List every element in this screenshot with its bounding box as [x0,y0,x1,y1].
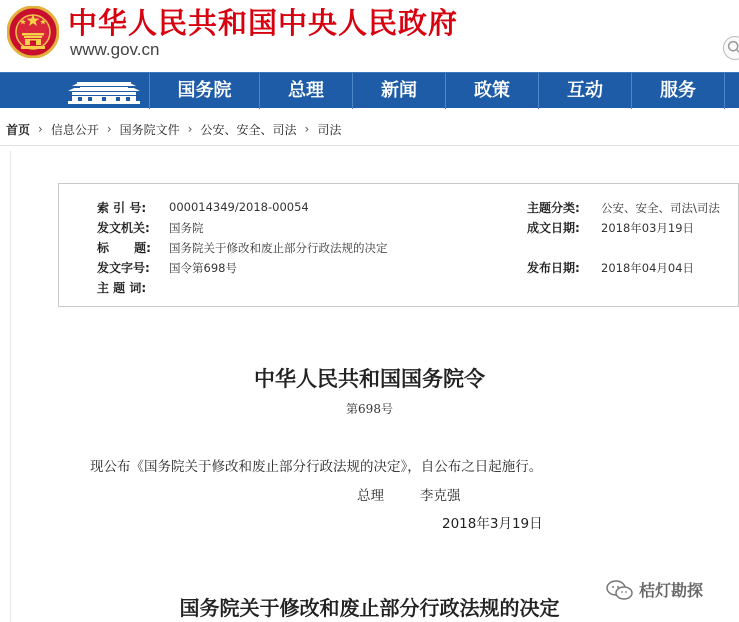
site-header [0,0,739,72]
meta-index-label: 索 引 号: [97,201,147,215]
breadcrumb-home[interactable]: 首页 [6,122,31,137]
nav-item-guowuyuan[interactable]: 国务院 [150,73,260,109]
meta-docno-value: 国令第698号 [169,261,237,275]
breadcrumb [6,116,341,142]
signature-name: 李克强 [420,488,461,504]
tiananmen-icon [58,73,150,109]
signature-role: 总理 [357,488,384,504]
document-body: 现公布《国务院关于修改和废止部分行政法规的决定》，自公布之日起施行。 [90,459,543,475]
search-icon[interactable] [723,36,739,60]
breadcrumb-judicial[interactable]: 司法 [317,122,342,137]
site-url[interactable]: www.gov.cn [70,40,160,59]
document-title: 中华人民共和国国务院令 [254,366,485,391]
chevron-right-icon: › [187,122,193,136]
watermark-text: 桔灯勘探 [639,581,704,600]
chevron-right-icon: › [304,122,310,136]
main-nav [0,72,739,108]
meta-index-value: 000014349/2018-00054 [169,200,309,214]
meta-created-value: 2018年03月19日 [601,221,695,235]
nav-item-zongli[interactable]: 总理 [260,73,353,109]
chevron-right-icon: › [106,122,112,136]
chevron-right-icon: › [38,122,43,136]
breadcrumb-state-council-docs[interactable]: 国务院文件 [119,122,180,137]
national-emblem-icon[interactable] [7,6,59,58]
document-number: 第698号 [346,402,393,416]
nav-item-xinwen[interactable]: 新闻 [353,73,446,109]
site-title[interactable]: 中华人民共和国中央人民政府 [68,6,459,40]
meta-docno-label: 发文字号: [97,261,150,275]
meta-title-value: 国务院关于修改和废止部分行政法规的决定 [169,241,388,255]
meta-issuer-label: 发文机关: [97,221,150,235]
meta-category-label: 主题分类: [527,201,580,215]
meta-created-label: 成文日期: [527,221,580,235]
nav-home[interactable] [58,73,150,109]
wechat-icon [605,579,635,601]
breadcrumb-public-security[interactable]: 公安、安全、司法 [200,122,297,137]
decision-heading: 国务院关于修改和废止部分行政法规的决定 [179,596,560,620]
document-date: 2018年3月19日 [442,516,543,532]
breadcrumb-divider [0,145,739,146]
meta-category-value: 公安、安全、司法\司法 [601,201,720,215]
meta-issuer-value: 国务院 [169,221,204,235]
watermark [605,578,703,601]
nav-item-fuwu[interactable]: 服务 [632,73,725,109]
meta-published-value: 2018年04月04日 [601,261,695,275]
document-meta-table [58,183,739,307]
meta-title-label: 标 题: [97,241,151,255]
nav-item-hudong[interactable]: 互动 [539,73,632,109]
meta-keyword-label: 主 题 词: [97,281,147,295]
meta-published-label: 发布日期: [527,261,580,275]
breadcrumb-info-public[interactable]: 信息公开 [50,122,99,137]
nav-item-zhengce[interactable]: 政策 [446,73,539,109]
